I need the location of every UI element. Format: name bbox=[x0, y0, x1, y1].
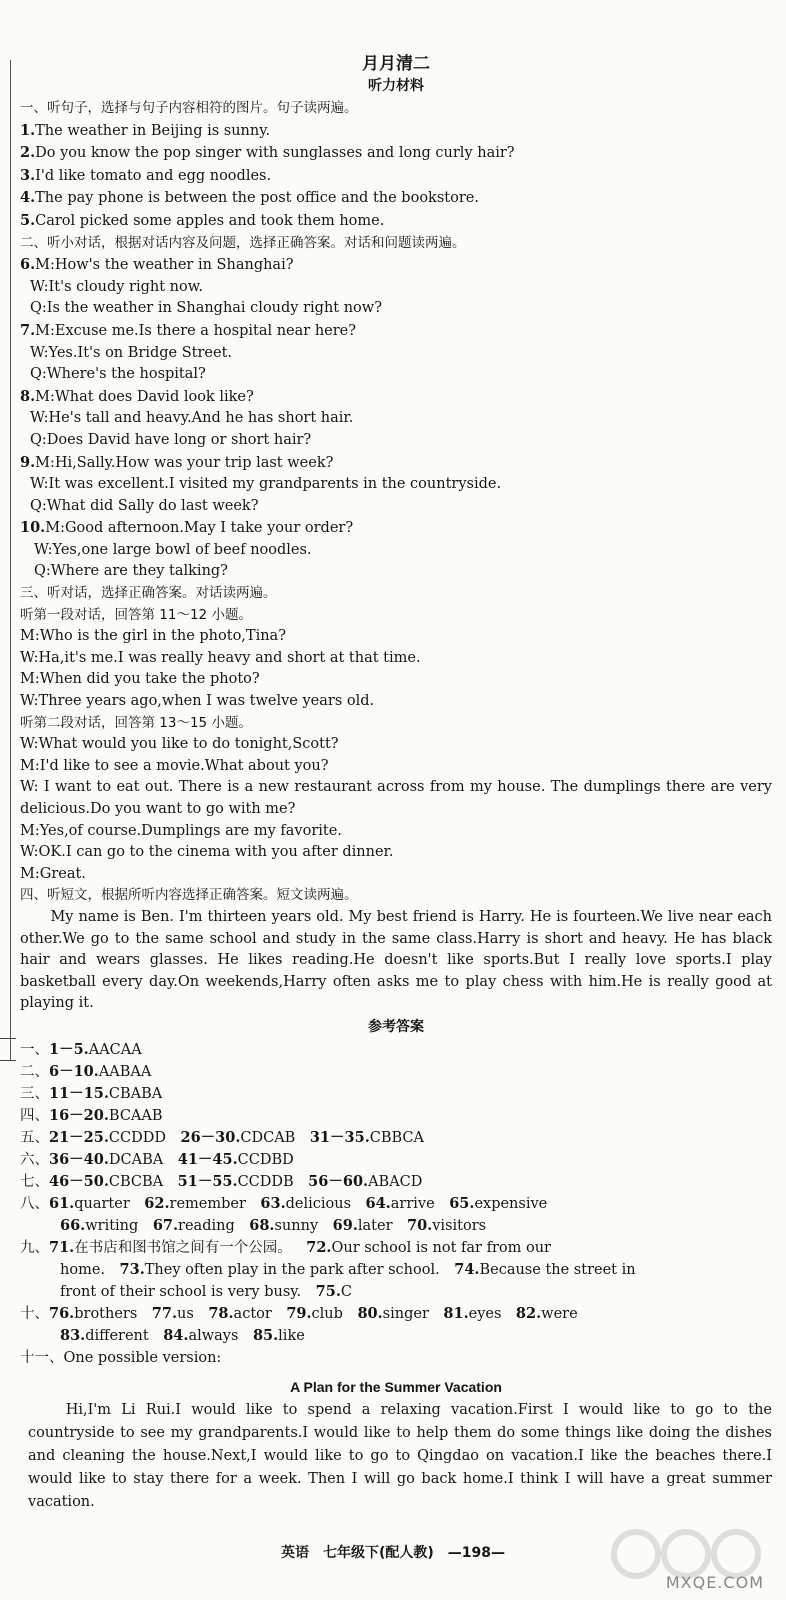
section-1-items bbox=[20, 120, 772, 233]
answer-number: 51－55. bbox=[177, 1172, 238, 1190]
answer-text: eyes bbox=[468, 1305, 502, 1322]
answer-number: 62. bbox=[144, 1194, 170, 1212]
dialogue-question: Q:Is the weather in Shanghai cloudy right now? bbox=[30, 300, 382, 317]
answer-row: 十一、One possible version: bbox=[20, 1349, 222, 1366]
answer-section-label: 二、 bbox=[20, 1063, 49, 1080]
dialogue-line: M:Who is the girl in the photo,Tina? bbox=[20, 628, 286, 645]
answer-number: 72. bbox=[306, 1238, 332, 1256]
answer-number: 65. bbox=[449, 1194, 475, 1212]
answer-row bbox=[20, 1061, 772, 1083]
answer-number: 31－35. bbox=[309, 1128, 370, 1146]
question-number: 7. bbox=[20, 321, 36, 339]
answer-section-label: 十、 bbox=[20, 1305, 49, 1322]
margin-tick bbox=[0, 1038, 16, 1039]
answer-text: C bbox=[340, 1283, 353, 1300]
essay-title: A Plan for the Summer Vacation bbox=[290, 1378, 502, 1395]
answer-section-label: 六、 bbox=[20, 1151, 49, 1168]
answer-number: 11－15. bbox=[49, 1084, 109, 1102]
page-title: 月月清二 bbox=[362, 54, 430, 74]
answer-text: BCAAB bbox=[108, 1107, 163, 1124]
question-text: The pay phone is between the post office and the bookstore. bbox=[35, 190, 479, 207]
section-4-header: 四、听短文，根据所听内容选择正确答案。短文读两遍。 bbox=[20, 887, 358, 904]
dialogue-line-m bbox=[20, 386, 772, 409]
listening-passage: My name is Ben. I'm thirteen years old. My best friend is Harry. He is fourteen.We live near each other.We go to the same school and study in the same class.Harry is short and heavy. He has black hair and wears glasses. He likes reading.He doesn't like sports.But I really love sports.I play basketball every day.On weekends,Harry often asks me to play chess with him.He is really good at playing it. bbox=[20, 908, 772, 1012]
answer-text: front of their school is very busy. bbox=[60, 1283, 302, 1300]
dialogue-text: M:Good afternoon.May I take your order? bbox=[45, 520, 354, 537]
dialogue-line-w: W:It was excellent.I visited my grandparents in the countryside. bbox=[30, 476, 502, 493]
question-number: 5. bbox=[20, 211, 36, 229]
answer-number: 67. bbox=[152, 1216, 179, 1234]
answer-number: 64. bbox=[365, 1194, 391, 1212]
answer-number: 69. bbox=[332, 1216, 358, 1234]
question-text: The weather in Beijing is sunny. bbox=[35, 122, 271, 139]
answer-number: 36－40. bbox=[49, 1150, 109, 1168]
answer-number: 46－50. bbox=[49, 1172, 109, 1190]
answer-number: 16－20. bbox=[49, 1106, 109, 1124]
answer-text: CDCAB bbox=[240, 1129, 296, 1146]
answer-section-label: 七、 bbox=[20, 1173, 49, 1190]
answer-text: CBABA bbox=[108, 1085, 163, 1102]
question-number: 8. bbox=[20, 387, 36, 405]
answer-text: actor bbox=[233, 1305, 272, 1322]
question-text: I'd like tomato and egg noodles. bbox=[35, 167, 272, 184]
dialogue-line-w: W:Yes.It's on Bridge Street. bbox=[30, 344, 233, 361]
answer-key bbox=[20, 1039, 772, 1369]
answer-text: visitors bbox=[432, 1217, 487, 1234]
dialogue-line: M:When did you take the photo? bbox=[20, 671, 260, 688]
dialogue-line: W:Ha,it's me.I was really heavy and short at that time. bbox=[20, 649, 421, 666]
question-item bbox=[20, 165, 772, 188]
page-footer: 英语 七年级下(配人教) —198— bbox=[280, 1545, 506, 1561]
answer-text: home. bbox=[60, 1261, 106, 1278]
answer-number: 83. bbox=[60, 1326, 86, 1344]
dialogue-1 bbox=[20, 626, 772, 712]
question-number: 3. bbox=[20, 166, 36, 184]
answer-number: 85. bbox=[252, 1326, 279, 1344]
answer-text: 在书店和图书馆之间有一个公园。 bbox=[74, 1239, 292, 1256]
question-text: Carol picked some apples and took them home. bbox=[35, 212, 385, 229]
answer-text: CBCBA bbox=[108, 1173, 164, 1190]
question-text: Do you know the pop singer with sunglasses and long curly hair? bbox=[35, 145, 515, 162]
answer-number: 21－25. bbox=[49, 1128, 109, 1146]
dialogue-question: Q:Where's the hospital? bbox=[30, 366, 206, 383]
dialogue-line-w: W:Yes,one large bowl of beef noodles. bbox=[34, 541, 312, 558]
answer-text: always bbox=[188, 1327, 239, 1344]
answer-row bbox=[20, 1193, 772, 1215]
margin-line bbox=[10, 60, 11, 1060]
answer-number: 80. bbox=[357, 1304, 383, 1322]
answer-text: CCDDB bbox=[237, 1173, 294, 1190]
question-item bbox=[20, 187, 772, 210]
dialogue-text: M:Hi,Sally.How was your trip last week? bbox=[35, 454, 334, 471]
answer-number: 26－30. bbox=[180, 1128, 241, 1146]
answer-row bbox=[20, 1237, 772, 1259]
answer-text: They often play in the park after school. bbox=[144, 1261, 440, 1278]
dialogue-line-m bbox=[20, 254, 772, 277]
answer-text: club bbox=[311, 1305, 343, 1322]
answer-number: 71. bbox=[49, 1238, 75, 1256]
answer-text: CBBCA bbox=[369, 1129, 424, 1146]
answer-number: 81. bbox=[443, 1304, 469, 1322]
answer-row bbox=[20, 1303, 772, 1325]
answer-text: us bbox=[177, 1305, 194, 1322]
dialogue-text: M:Excuse me.Is there a hospital near here? bbox=[35, 322, 357, 339]
dialogue-2 bbox=[20, 734, 772, 885]
answer-text: later bbox=[357, 1217, 393, 1234]
document-page bbox=[20, 52, 772, 1514]
essay-body: Hi,I'm Li Rui.I would like to spend a relaxing vacation.First I would like to go to the countryside to see my grandparents.I would like to help them do some things like doing the dishes and cleaning the house.Next,I would like to go to Qingdao on vacation.I like the beaches there.I would like to stay there for a week. Then I will go back home.I think I will have a great summer vacation. bbox=[28, 1401, 772, 1510]
answer-text: were bbox=[541, 1305, 578, 1322]
dialogue-text: M:What does David look like? bbox=[35, 388, 254, 405]
answers-title: 参考答案 bbox=[368, 1018, 424, 1035]
dialogue-question: Q:What did Sally do last week? bbox=[30, 497, 259, 514]
answer-number: 73. bbox=[119, 1260, 145, 1278]
dialogue-line: W:OK.I can go to the cinema with you after dinner. bbox=[20, 844, 394, 861]
question-number: 9. bbox=[20, 453, 36, 471]
question-item bbox=[20, 210, 772, 233]
answer-row bbox=[20, 1105, 772, 1127]
answer-number: 77. bbox=[151, 1304, 178, 1322]
answer-section-label: 八、 bbox=[20, 1195, 49, 1212]
answer-text: AABAA bbox=[98, 1063, 152, 1080]
answer-number: 79. bbox=[286, 1304, 312, 1322]
answer-section-label: 九、 bbox=[20, 1239, 49, 1256]
dialogue-line: M:I'd like to see a movie.What about you? bbox=[20, 757, 329, 774]
section-2-items bbox=[20, 254, 772, 583]
question-number: 2. bbox=[20, 144, 36, 162]
answer-number: 78. bbox=[208, 1304, 234, 1322]
dialogue-text: M:How's the weather in Shanghai? bbox=[35, 257, 294, 274]
answer-number: 82. bbox=[515, 1304, 542, 1322]
answer-number: 70. bbox=[407, 1216, 433, 1234]
answer-row bbox=[20, 1083, 772, 1105]
dialogue-line-m bbox=[20, 320, 772, 343]
answer-text: expensive bbox=[474, 1195, 548, 1212]
answer-section-label: 四、 bbox=[20, 1107, 49, 1124]
answer-text: reading bbox=[178, 1217, 235, 1234]
answer-number: 68. bbox=[249, 1216, 275, 1234]
answer-section-label: 五、 bbox=[20, 1129, 49, 1146]
answer-text: different bbox=[85, 1327, 149, 1344]
answer-row bbox=[20, 1215, 772, 1237]
answer-text: AACAA bbox=[88, 1041, 142, 1058]
watermark-text: MXQE.COM bbox=[665, 1573, 764, 1592]
section-3-header: 三、听对话，选择正确答案。对话读两遍。 bbox=[20, 585, 277, 602]
dialogue-line: W: I want to eat out. There is a new restaurant across from my house. The dumplings there are very delicious.Do you want to go with me? bbox=[20, 779, 772, 817]
dialogue-question: Q:Where are they talking? bbox=[34, 563, 228, 580]
answer-text: remember bbox=[169, 1195, 246, 1212]
answer-text: singer bbox=[382, 1305, 429, 1322]
section-2-header: 二、听小对话，根据对话内容及问题，选择正确答案。对话和问题读两遍。 bbox=[20, 234, 466, 251]
dialogue-2-header: 听第二段对话，回答第 13～15 小题。 bbox=[20, 714, 252, 731]
question-item bbox=[20, 120, 772, 143]
answer-number: 1－5. bbox=[49, 1040, 89, 1058]
answer-row bbox=[20, 1259, 772, 1281]
dialogue-line: M:Great. bbox=[20, 865, 86, 882]
answer-number: 75. bbox=[315, 1282, 341, 1300]
answer-number: 63. bbox=[260, 1194, 286, 1212]
answer-text: writing bbox=[85, 1217, 139, 1234]
answer-number: 84. bbox=[163, 1326, 189, 1344]
dialogue-1-header: 听第一段对话，回答第 11～12 小题。 bbox=[20, 606, 252, 623]
answer-row bbox=[20, 1039, 772, 1061]
section-1-header: 一、听句子，选择与句子内容相符的图片。句子读两遍。 bbox=[20, 100, 358, 116]
margin-tick bbox=[0, 1060, 16, 1061]
answer-text: arrive bbox=[390, 1195, 435, 1212]
question-number: 10. bbox=[20, 519, 46, 537]
answer-text: quarter bbox=[74, 1195, 130, 1212]
dialogue-line-w: W:He's tall and heavy.And he has short hair. bbox=[30, 410, 354, 427]
answer-number: 61. bbox=[49, 1194, 75, 1212]
answer-row bbox=[20, 1127, 772, 1149]
question-number: 1. bbox=[20, 121, 36, 139]
answer-number: 66. bbox=[60, 1216, 86, 1234]
answer-text: ABACD bbox=[368, 1173, 423, 1190]
answer-section-label: 一、 bbox=[20, 1041, 49, 1058]
dialogue-line-w: W:It's cloudy right now. bbox=[30, 278, 204, 295]
question-number: 4. bbox=[20, 189, 36, 207]
answer-number: 6－10. bbox=[49, 1062, 99, 1080]
answer-number: 74. bbox=[454, 1260, 480, 1278]
answer-text: Our school is not far from our bbox=[331, 1239, 551, 1256]
answer-text: CCDDD bbox=[108, 1129, 166, 1146]
answer-row bbox=[20, 1281, 772, 1303]
answer-text: like bbox=[278, 1327, 305, 1344]
answer-text: sunny bbox=[274, 1217, 319, 1234]
dialogue-line-m bbox=[20, 452, 772, 475]
answer-text: Because the street in bbox=[479, 1261, 636, 1278]
page-subtitle: 听力材料 bbox=[368, 78, 424, 94]
answer-text: delicious bbox=[285, 1195, 352, 1212]
answer-number: 76. bbox=[49, 1304, 75, 1322]
answer-number: 41－45. bbox=[177, 1150, 238, 1168]
dialogue-line: W:Three years ago,when I was twelve years old. bbox=[20, 693, 375, 710]
answer-row bbox=[20, 1171, 772, 1193]
answer-row bbox=[20, 1149, 772, 1171]
answer-text: CCDBD bbox=[237, 1151, 294, 1168]
answer-number: 56－60. bbox=[308, 1172, 369, 1190]
answer-section-label: 三、 bbox=[20, 1085, 49, 1102]
question-number: 6. bbox=[20, 256, 36, 274]
dialogue-line: W:What would you like to do tonight,Scott? bbox=[20, 736, 339, 753]
answer-row bbox=[20, 1325, 772, 1347]
answer-text: DCABA bbox=[108, 1151, 164, 1168]
answer-text: brothers bbox=[74, 1305, 138, 1322]
dialogue-question: Q:Does David have long or short hair? bbox=[30, 431, 312, 448]
question-item bbox=[20, 142, 772, 165]
dialogue-line-m bbox=[20, 517, 772, 540]
dialogue-line: M:Yes,of course.Dumplings are my favorite. bbox=[20, 822, 342, 839]
